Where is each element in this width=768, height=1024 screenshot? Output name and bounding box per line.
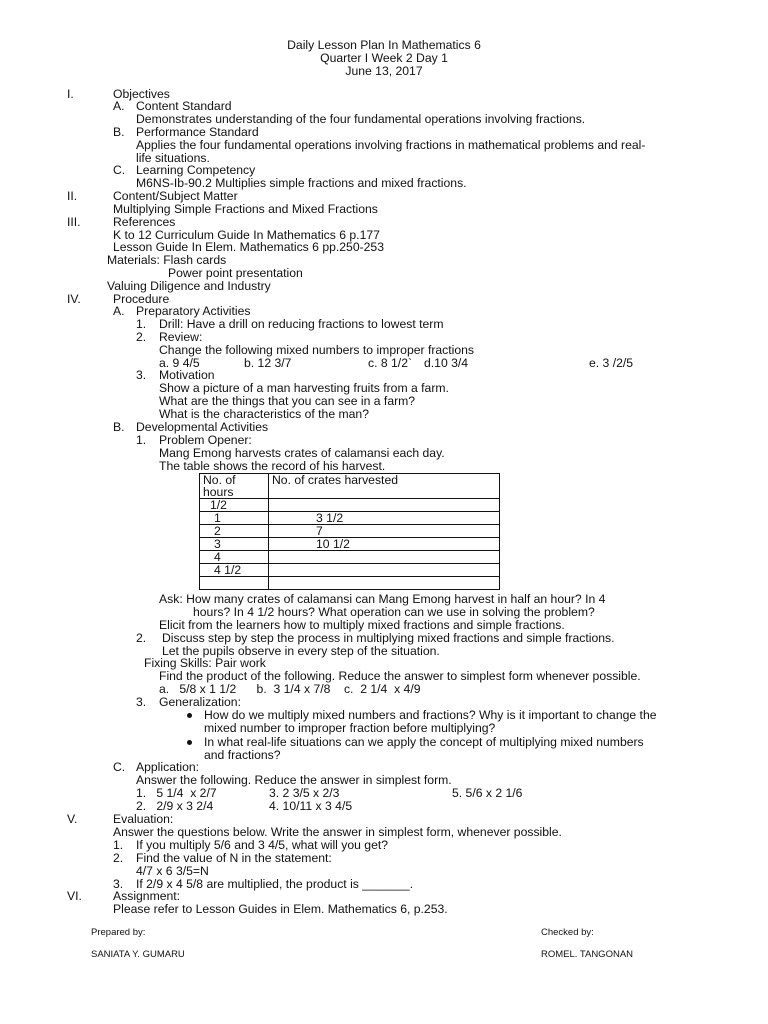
review-item: c. 8 1/2` (368, 356, 413, 370)
bullet-icon (187, 740, 192, 745)
discuss-text: Discuss step by step the process in multiplying mixed fractions and simple fractions. (162, 631, 615, 645)
fixing-skills-title: Fixing Skills: Pair work (144, 656, 266, 670)
section-number: VI. (67, 889, 82, 903)
crates-cell (269, 551, 500, 564)
content-standard-title: Content Standard (136, 99, 232, 113)
hours-cell: 2 (200, 525, 269, 538)
hours-cell: 3 (200, 538, 269, 551)
evaluation-text: Answer the questions below. Write the answer in simplest form, whenever possible. (113, 825, 562, 839)
item-number: 2. (113, 851, 124, 865)
checked-by-name: ROMEL. TANGONAN (541, 949, 634, 960)
crates-cell (269, 577, 500, 590)
generalization-question: How do we multiply mixed numbers and fractions? Why is it important to change the (204, 708, 657, 722)
crates-cell: 7 (269, 525, 500, 538)
application-item: 2. 2/9 x 3 2/4 (136, 799, 214, 813)
item-number: 2. (136, 631, 147, 645)
performance-standard-title: Performance Standard (136, 125, 259, 139)
bullet-icon (187, 713, 192, 718)
drill-text: Drill: Have a drill on reducing fractions to lowest term (159, 317, 444, 331)
crates-cell: 3 1/2 (269, 512, 500, 525)
section-title-evaluation: Evaluation: (113, 812, 174, 826)
application-item: 3. 2 3/5 x 2/3 (269, 786, 340, 800)
generalization-question-2: and fractions? (204, 748, 281, 762)
item-letter: A. (113, 304, 125, 318)
review-item: a. 9 4/5 (159, 356, 200, 370)
materials-line-2: Power point presentation (168, 266, 303, 280)
hours-cell: 4 1/2 (200, 564, 269, 577)
content-standard-text: Demonstrates understanding of the four fundamental operations involving fractions. (136, 112, 586, 126)
item-number: 3. (113, 877, 124, 891)
application-item: 5. 5/6 x 2 1/6 (452, 786, 523, 800)
hours-cell: 1/2 (200, 499, 269, 512)
reference-item: K to 12 Curriculum Guide In Mathematics 6 p.177 (113, 228, 380, 242)
evaluation-question: If you multiply 5/6 and 3 4/5, what will you get? (136, 838, 389, 852)
table-row (200, 538, 500, 551)
date-line: June 13, 2017 (345, 64, 423, 78)
problem-opener-text: Mang Emong harvests crates of calamansi each day. (159, 446, 445, 460)
table-header-row (200, 474, 500, 499)
section-title-references: References (113, 215, 176, 229)
application-item: 4. 10/11 x 3 4/5 (269, 799, 353, 813)
learning-competency-title: Learning Competency (136, 163, 256, 177)
developmental-activities-title: Developmental Activities (136, 420, 269, 434)
item-letter: B. (113, 420, 125, 434)
section-number: III. (67, 215, 81, 229)
header-hours-line1: No. of (203, 473, 236, 487)
review-item: b. 12 3/7 (244, 356, 292, 370)
quarter-line: Quarter I Week 2 Day 1 (320, 51, 448, 65)
observe-text: Let the pupils observe in every step of the situation. (162, 644, 440, 658)
item-number: 1. (136, 433, 147, 447)
section-title-procedure: Procedure (113, 292, 170, 306)
item-number: 3. (136, 695, 147, 709)
section-number: II. (67, 189, 78, 203)
hours-cell: 1 (200, 512, 269, 525)
application-item: 1. 5 1/4 x 2/7 (136, 786, 217, 800)
table-row (200, 499, 500, 512)
crates-cell: 10 1/2 (269, 538, 500, 551)
performance-standard-text: Applies the four fundamental operations involving fractions in mathematical problems and real- (136, 138, 646, 152)
materials-line: Materials: Flash cards (107, 253, 227, 267)
problem-opener-title: Problem Opener: (159, 433, 252, 447)
review-item: d.10 3/4 (424, 356, 469, 370)
header-hours-line2: hours (203, 485, 234, 499)
evaluation-equation: 4/7 x 6 3/5=N (136, 864, 209, 878)
section-title-objectives: Objectives (113, 87, 170, 101)
application-text: Answer the following. Reduce the answer in simplest form. (136, 773, 452, 787)
hours-cell: 4 (200, 551, 269, 564)
prepared-by-label: Prepared by: (91, 927, 146, 938)
review-title: Review: (159, 330, 203, 344)
item-number: 3. (136, 368, 147, 382)
review-text: Change the following mixed numbers to improper fractions (159, 343, 475, 357)
item-number: 1. (113, 838, 124, 852)
motivation-text: What are the things that you can see in a farm? (159, 394, 416, 408)
learning-competency-text: M6NS-Ib-90.2 Multiplies simple fractions and mixed fractions. (136, 176, 467, 190)
item-letter: B. (113, 125, 125, 139)
checked-by-label: Checked by: (541, 927, 594, 938)
crates-cell (269, 499, 500, 512)
table-row (200, 512, 500, 525)
motivation-text: What is the characteristics of the man? (159, 407, 369, 421)
evaluation-question: Find the value of N in the statement: (136, 851, 332, 865)
application-title: Application: (136, 760, 200, 774)
table-row (200, 577, 500, 590)
hours-cell (200, 577, 269, 590)
motivation-title: Motivation (159, 368, 215, 382)
section-title-content: Content/Subject Matter (113, 189, 238, 203)
item-number: 2. (136, 330, 147, 344)
problem-opener-text: The table shows the record of his harvest. (159, 459, 386, 473)
generalization-question-2: mixed number to improper fraction before multiplying? (204, 721, 496, 735)
elicit-text: Elicit from the learners how to multiply mixed fractions and simple fractions. (159, 618, 565, 632)
motivation-text: Show a picture of a man harvesting fruits from a farm. (159, 381, 449, 395)
valuing-line: Valuing Diligence and Industry (107, 279, 271, 293)
reference-item: Lesson Guide In Elem. Mathematics 6 pp.250-253 (113, 240, 384, 254)
table-row (200, 551, 500, 564)
performance-standard-text-2: life situations. (136, 151, 210, 165)
ask-text: Ask: How many crates of calamansi can Mang Emong harvest in half an hour? In 4 (159, 592, 606, 606)
item-number: 1. (136, 317, 147, 331)
generalization-title: Generalization: (159, 695, 241, 709)
subject-matter-text: Multiplying Simple Fractions and Mixed Fractions (113, 202, 378, 216)
fixing-skills-items: a. 5/8 x 1 1/2 b. 3 1/4 x 7/8 c. 2 1/4 x 4/9 (159, 682, 421, 696)
crates-cell (269, 564, 500, 577)
item-letter: C. (113, 163, 126, 177)
fixing-skills-text: Find the product of the following. Reduce the answer to simplest form whenever possible. (159, 669, 641, 683)
document-title: Daily Lesson Plan In Mathematics 6 (287, 38, 481, 52)
section-title-assignment: Assignment: (113, 889, 181, 903)
prepared-by-name: SANIATA Y. GUMARU (91, 949, 185, 960)
header-cell: No. of crates harvested (269, 474, 500, 499)
ask-text-2: hours? In 4 1/2 hours? What operation can we use in solving the problem? (193, 605, 595, 619)
assignment-text: Please refer to Lesson Guides in Elem. Mathematics 6, p.253. (113, 902, 448, 916)
harvest-table (199, 473, 500, 590)
section-number: I. (67, 87, 74, 101)
review-item: e. 3 /2/5 (589, 356, 634, 370)
item-letter: A. (113, 99, 125, 113)
table-row (200, 564, 500, 577)
evaluation-question: If 2/9 x 4 5/8 are multiplied, the product is _______. (136, 877, 414, 891)
item-letter: C. (113, 760, 126, 774)
table-row (200, 525, 500, 538)
generalization-question: In what real-life situations can we apply the concept of multiplying mixed numbers (204, 735, 644, 749)
section-number: IV. (67, 292, 81, 306)
header-cell (200, 474, 269, 499)
preparatory-activities-title: Preparatory Activities (136, 304, 251, 318)
section-number: V. (67, 812, 78, 826)
